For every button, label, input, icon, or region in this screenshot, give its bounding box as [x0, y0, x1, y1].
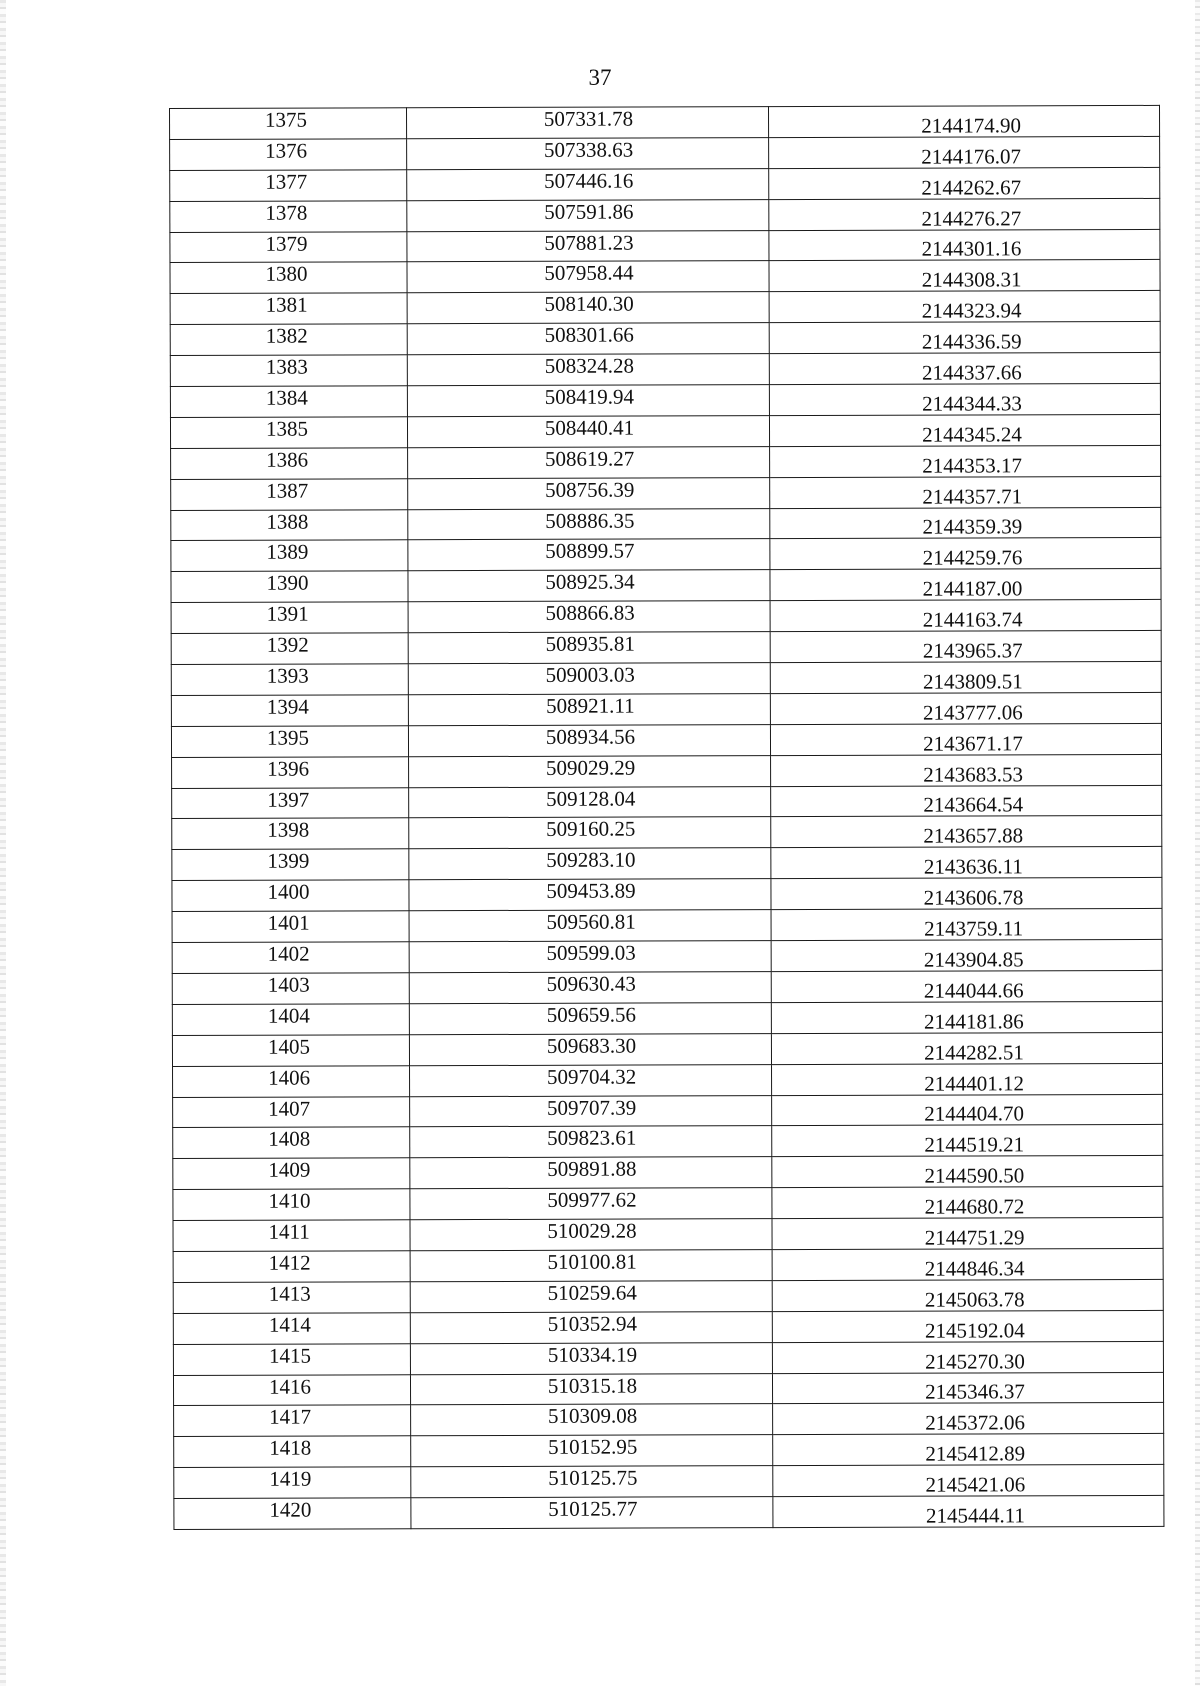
table-row: [172, 939, 1162, 973]
scan-edge-right: [1195, 0, 1200, 1686]
table-row: [170, 383, 1160, 417]
page-number: 37: [588, 65, 612, 90]
x-coordinate-cell: 509003.03: [408, 663, 770, 695]
table-row: [171, 538, 1161, 572]
table-row: [170, 105, 1160, 139]
x-coordinate-cell: 508140.30: [407, 292, 769, 324]
table-row: [173, 1341, 1163, 1375]
y-coordinate-cell: 2144301.16: [769, 229, 1160, 261]
x-coordinate-cell: 508440.41: [407, 416, 769, 448]
y-coordinate-cell: 2144353.17: [770, 445, 1161, 477]
point-number-cell: 1381: [170, 293, 407, 325]
point-number-cell: 1379: [170, 231, 407, 263]
table-row: [174, 1465, 1164, 1499]
point-number-cell: 1400: [172, 880, 409, 912]
x-coordinate-cell: 509560.81: [409, 910, 771, 942]
table-row: [170, 414, 1160, 448]
point-number-cell: 1412: [173, 1251, 410, 1283]
table-row: [171, 507, 1161, 541]
point-number-cell: 1385: [170, 417, 407, 449]
table-row: [171, 569, 1161, 603]
x-coordinate-cell: 508324.28: [407, 354, 769, 386]
point-number-cell: 1413: [173, 1282, 410, 1314]
x-coordinate-cell: 507331.78: [407, 107, 769, 139]
point-number-cell: 1384: [170, 386, 407, 418]
point-number-cell: 1386: [171, 448, 408, 480]
point-number-cell: 1407: [173, 1096, 410, 1128]
y-coordinate-cell: 2144044.66: [771, 970, 1162, 1002]
x-coordinate-cell: 510352.94: [410, 1311, 772, 1343]
table-row: [172, 754, 1162, 788]
y-coordinate-cell: 2145412.89: [773, 1434, 1164, 1466]
point-number-cell: 1380: [170, 262, 407, 294]
x-coordinate-cell: 508619.27: [408, 446, 770, 478]
x-coordinate-cell: 508756.39: [408, 477, 770, 509]
x-coordinate-cell: 509630.43: [409, 972, 771, 1004]
y-coordinate-cell: 2144359.39: [770, 507, 1161, 539]
point-number-cell: 1391: [171, 602, 408, 634]
point-number-cell: 1417: [174, 1405, 411, 1437]
x-coordinate-cell: 509128.04: [409, 786, 771, 818]
x-coordinate-cell: 507881.23: [407, 230, 769, 262]
x-coordinate-cell: 509599.03: [409, 941, 771, 973]
y-coordinate-cell: 2145270.30: [772, 1341, 1163, 1373]
y-coordinate-cell: 2143904.85: [771, 939, 1162, 971]
point-number-cell: 1406: [173, 1065, 410, 1097]
y-coordinate-cell: 2144174.90: [768, 105, 1159, 137]
x-coordinate-cell: 509704.32: [410, 1064, 772, 1096]
point-number-cell: 1415: [173, 1343, 410, 1375]
point-number-cell: 1376: [170, 139, 407, 171]
point-number-cell: 1397: [172, 787, 409, 819]
point-number-cell: 1420: [174, 1498, 411, 1530]
y-coordinate-cell: 2144336.59: [769, 322, 1160, 354]
y-coordinate-cell: 2145372.06: [773, 1403, 1164, 1435]
y-coordinate-cell: 2144176.07: [769, 136, 1160, 168]
x-coordinate-cell: 510100.81: [410, 1250, 772, 1282]
y-coordinate-cell: 2144404.70: [772, 1094, 1163, 1126]
point-number-cell: 1404: [172, 1004, 409, 1036]
y-coordinate-cell: 2143965.37: [770, 631, 1161, 663]
y-coordinate-cell: 2145192.04: [772, 1310, 1163, 1342]
point-number-cell: 1411: [173, 1220, 410, 1252]
y-coordinate-cell: 2143777.06: [770, 692, 1161, 724]
table-row: [173, 1156, 1163, 1190]
point-number-cell: 1388: [171, 509, 408, 541]
y-coordinate-cell: 2144357.71: [770, 476, 1161, 508]
x-coordinate-cell: 509659.56: [409, 1002, 771, 1034]
y-coordinate-cell: 2144259.76: [770, 538, 1161, 570]
x-coordinate-cell: 509707.39: [410, 1095, 772, 1127]
table-row: [173, 1279, 1163, 1313]
x-coordinate-cell: 509891.88: [410, 1157, 772, 1189]
y-coordinate-cell: 2144401.12: [772, 1063, 1163, 1095]
y-coordinate-cell: 2145421.06: [773, 1465, 1164, 1497]
table-row: [173, 1248, 1163, 1282]
point-number-cell: 1401: [172, 911, 409, 943]
table-row: [170, 229, 1160, 263]
point-number-cell: 1418: [174, 1436, 411, 1468]
x-coordinate-cell: 507338.63: [407, 138, 769, 170]
point-number-cell: 1387: [171, 478, 408, 510]
x-coordinate-cell: 509453.89: [409, 879, 771, 911]
table-row: [174, 1434, 1164, 1468]
y-coordinate-cell: 2144262.67: [769, 167, 1160, 199]
point-number-cell: 1392: [171, 633, 408, 665]
x-coordinate-cell: 509823.61: [410, 1126, 772, 1158]
point-number-cell: 1395: [171, 726, 408, 758]
coordinates-table-body: [170, 105, 1164, 1529]
table-row: [174, 1403, 1164, 1437]
coordinates-table: [169, 105, 1164, 1530]
point-number-cell: 1416: [173, 1374, 410, 1406]
y-coordinate-cell: 2143657.88: [771, 816, 1162, 848]
point-number-cell: 1402: [172, 942, 409, 974]
y-coordinate-cell: 2144519.21: [772, 1125, 1163, 1157]
table-row: [172, 785, 1162, 819]
y-coordinate-cell: 2143809.51: [770, 661, 1161, 693]
y-coordinate-cell: 2143606.78: [771, 878, 1162, 910]
scan-edge-left: [0, 0, 6, 1686]
point-number-cell: 1409: [173, 1158, 410, 1190]
x-coordinate-cell: 510125.75: [411, 1466, 773, 1498]
x-coordinate-cell: 508925.34: [408, 570, 770, 602]
table-row: [172, 847, 1162, 881]
table-row: [174, 1495, 1164, 1529]
x-coordinate-cell: 508934.56: [408, 724, 770, 756]
table-row: [172, 970, 1162, 1004]
x-coordinate-cell: 508921.11: [408, 694, 770, 726]
x-coordinate-cell: 508899.57: [408, 539, 770, 571]
y-coordinate-cell: 2144163.74: [770, 600, 1161, 632]
table-row: [173, 1310, 1163, 1344]
y-coordinate-cell: 2144345.24: [769, 414, 1160, 446]
x-coordinate-cell: 508886.35: [408, 508, 770, 540]
y-coordinate-cell: 2143664.54: [771, 785, 1162, 817]
y-coordinate-cell: 2143759.11: [771, 909, 1162, 941]
point-number-cell: 1390: [171, 571, 408, 603]
table-row: [170, 353, 1160, 387]
table-row: [173, 1187, 1163, 1221]
y-coordinate-cell: 2145346.37: [772, 1372, 1163, 1404]
x-coordinate-cell: 509283.10: [409, 848, 771, 880]
y-coordinate-cell: 2144680.72: [772, 1187, 1163, 1219]
table-row: [171, 600, 1161, 634]
point-number-cell: 1403: [172, 973, 409, 1005]
table-row: [171, 476, 1161, 510]
table-row: [171, 445, 1161, 479]
y-coordinate-cell: 2145063.78: [772, 1279, 1163, 1311]
table-row: [172, 816, 1162, 850]
x-coordinate-cell: 509683.30: [409, 1033, 771, 1065]
table-row: [170, 136, 1160, 170]
table-row: [173, 1372, 1163, 1406]
table-row: [171, 661, 1161, 695]
table-row: [172, 1032, 1162, 1066]
y-coordinate-cell: 2143671.17: [770, 723, 1161, 755]
point-number-cell: 1377: [170, 170, 407, 202]
point-number-cell: 1389: [171, 540, 408, 572]
y-coordinate-cell: 2144590.50: [772, 1156, 1163, 1188]
table-row: [170, 260, 1160, 294]
table-row: [173, 1094, 1163, 1128]
point-number-cell: 1410: [173, 1189, 410, 1221]
x-coordinate-cell: 507446.16: [407, 168, 769, 200]
x-coordinate-cell: 508301.66: [407, 323, 769, 355]
x-coordinate-cell: 510029.28: [410, 1219, 772, 1251]
point-number-cell: 1408: [173, 1127, 410, 1159]
table-row: [171, 692, 1161, 726]
y-coordinate-cell: 2144846.34: [772, 1248, 1163, 1280]
table-row: [173, 1125, 1163, 1159]
y-coordinate-cell: 2144308.31: [769, 260, 1160, 292]
y-coordinate-cell: 2144276.27: [769, 198, 1160, 230]
point-number-cell: 1382: [170, 324, 407, 356]
y-coordinate-cell: 2144282.51: [771, 1032, 1162, 1064]
y-coordinate-cell: 2143636.11: [771, 847, 1162, 879]
y-coordinate-cell: 2143683.53: [771, 754, 1162, 786]
y-coordinate-cell: 2144323.94: [769, 291, 1160, 323]
point-number-cell: 1414: [173, 1312, 410, 1344]
point-number-cell: 1375: [170, 108, 407, 140]
table-row: [170, 167, 1160, 201]
table-row: [170, 198, 1160, 232]
point-number-cell: 1394: [171, 695, 408, 727]
x-coordinate-cell: 510334.19: [410, 1342, 772, 1374]
x-coordinate-cell: 509977.62: [410, 1188, 772, 1220]
table-row: [170, 322, 1160, 356]
y-coordinate-cell: 2144751.29: [772, 1217, 1163, 1249]
table-row: [170, 291, 1160, 325]
x-coordinate-cell: 508935.81: [408, 632, 770, 664]
x-coordinate-cell: 510152.95: [411, 1435, 773, 1467]
point-number-cell: 1393: [171, 664, 408, 696]
point-number-cell: 1419: [174, 1467, 411, 1499]
table-row: [173, 1063, 1163, 1097]
x-coordinate-cell: 510315.18: [410, 1373, 772, 1405]
point-number-cell: 1383: [170, 355, 407, 387]
y-coordinate-cell: 2145444.11: [773, 1495, 1164, 1527]
point-number-cell: 1378: [170, 200, 407, 232]
y-coordinate-cell: 2144344.33: [769, 383, 1160, 415]
table-row: [172, 909, 1162, 943]
table-row: [171, 723, 1161, 757]
point-number-cell: 1398: [172, 818, 409, 850]
x-coordinate-cell: 509160.25: [409, 817, 771, 849]
y-coordinate-cell: 2144337.66: [769, 353, 1160, 385]
x-coordinate-cell: 507958.44: [407, 261, 769, 293]
x-coordinate-cell: 510309.08: [411, 1404, 773, 1436]
table-row: [171, 631, 1161, 665]
y-coordinate-cell: 2144181.86: [771, 1001, 1162, 1033]
y-coordinate-cell: 2144187.00: [770, 569, 1161, 601]
table-row: [172, 1001, 1162, 1035]
x-coordinate-cell: 509029.29: [409, 755, 771, 787]
x-coordinate-cell: 507591.86: [407, 199, 769, 231]
x-coordinate-cell: 510259.64: [410, 1280, 772, 1312]
x-coordinate-cell: 508866.83: [408, 601, 770, 633]
point-number-cell: 1405: [172, 1034, 409, 1066]
table-row: [172, 878, 1162, 912]
x-coordinate-cell: 508419.94: [407, 385, 769, 417]
point-number-cell: 1399: [172, 849, 409, 881]
point-number-cell: 1396: [172, 756, 409, 788]
table-row: [173, 1217, 1163, 1251]
x-coordinate-cell: 510125.77: [411, 1497, 773, 1529]
